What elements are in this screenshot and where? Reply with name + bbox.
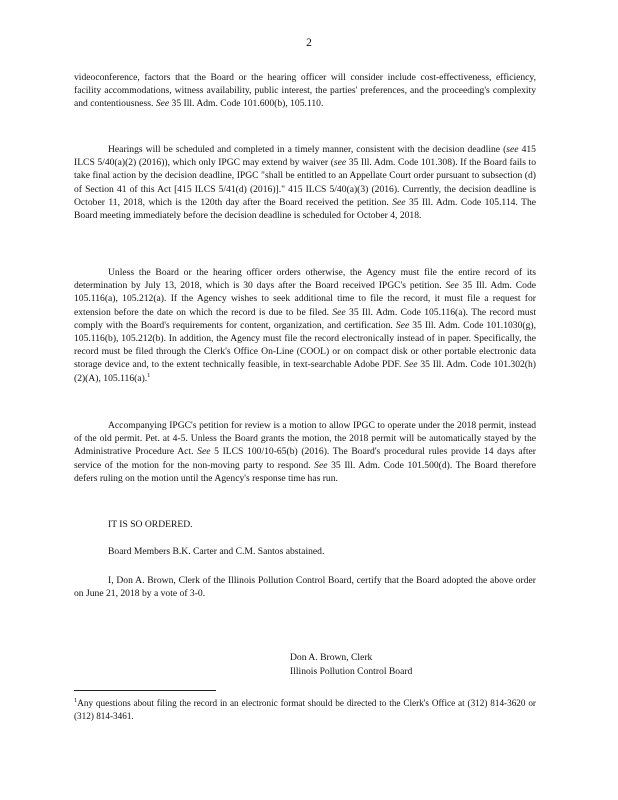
- footnote: $^1$Any questions about filing the record in an electronic format should be directed to the Clerk's Office at (312) 814-3620 or (312) 814-3461.: [74, 696, 536, 721]
- page-number: 2: [306, 37, 312, 49]
- paragraph-hearing-factors: videoconference, factors that the Board or the hearing officer will consider include cost-effectiveness, efficiency, facility accommodations, witness availability, public interest, the parties' preferences, and the proceeding's complexity and contentiousness. See 35 Ill. Adm. Code 101.600(b), 105.110.: [74, 72, 536, 110]
- paragraph-motion-permit: Accompanying IPGC's petition for review is a motion to allow IPGC to operate under the 2018 permit, instead of the old permit. Pet. at 4-5. Unless the Board grants the motion, the 2018 permit will be automatically stayed by the Administrative Procedure Act. See 5 ILCS 100/10-65(b) (2016). The Board's procedural rules provide 14 days after service of the motion for the non-moving party to respond. See 35 Ill. Adm. Code 101.500(d). The Board therefore defers ruling on the motion until the Agency's response time has run.: [74, 420, 536, 484]
- paragraph-agency-record: Unless the Board or the hearing officer orders otherwise, the Agency must file the entire record of its determination by July 13, 2018, which is 30 days after the Board received IPGC's petition. See 35 Ill. Adm. Code 105.116(a), 105.212(a). If the Agency wishes to seek additional time to file the record, it must file a request for extension before the date on which the record is due to be filed. See 35 Ill. Adm. Code 105.116(a). The record must comply with the Board's requirements for content, organization, and certification. See 35 Ill. Adm. Code 101.1030(g), 105.116(b), 105.212(b). In addition, the Agency must file the record electronically instead of in paper. Specifically, the record must be filed through the Clerk's Office On-Line (COOL) or on compact disk or other portable electronic data storage device and, to the extent technically feasible, in text-searchable Adobe PDF. See 35 Ill. Adm. Code 101.302(h)(2)(A), 105.116(a).$^1$: [74, 267, 536, 384]
- signature-name: Don A. Brown, Clerk: [290, 652, 373, 663]
- clerk-certification: I, Don A. Brown, Clerk of the Illinois Pollution Control Board, certify that the Board adopted the above order on June 21, 2018 by a vote of 3-0.: [74, 575, 536, 600]
- abstention-statement: Board Members B.K. Carter and C.M. Santos abstained.: [108, 546, 325, 557]
- signature-office: Illinois Pollution Control Board: [290, 666, 413, 677]
- order-statement: IT IS SO ORDERED.: [108, 519, 193, 530]
- footnote-marker: 1: [74, 696, 78, 704]
- footnote-divider: [74, 690, 216, 691]
- paragraph-decision-deadline: Hearings will be scheduled and completed in a timely manner, consistent with the decision deadline (see 415 ILCS 5/40(a)(2) (2016)), which only IPGC may extend by waiver (see 35 Ill. Adm. Code 101.308). If the Board fails to take final action by the decision deadline, IPGC "shall be entitled to an Appellate Court order pursuant to subsection (d) of Section 41 of this Act [415 ILCS 5/41(d) (2016)]." 415 ILCS 5/40(a)(3) (2016). Currently, the decision deadline is October 11, 2018, which is the 120th day after the Board received the petition. See 35 Ill. Adm. Code 105.114. The Board meeting immediately before the decision deadline is scheduled for October 4, 2018.: [74, 144, 536, 222]
- footnote-reference: 1: [147, 371, 151, 379]
